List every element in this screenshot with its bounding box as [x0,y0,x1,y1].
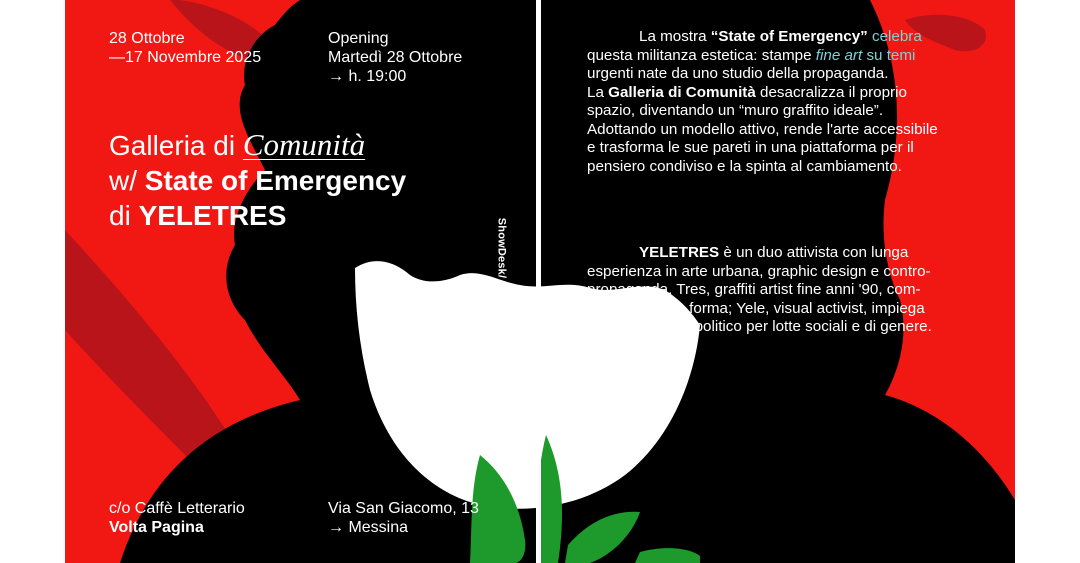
title-italic-comunita: Comunità [242,127,366,162]
title-line-1: Galleria di Comunità [109,127,366,162]
showdesk-credit: ShowDesk/ [495,217,508,279]
white-center-divider [536,0,541,563]
opening-info [328,29,462,86]
venue [109,499,245,537]
opening-time: → h. 19:00 [328,68,407,85]
dates-start: 28 Ottobre [109,30,185,47]
opening-date: Martedì 28 Ottobre [328,49,463,66]
venue-line-1: c/o Caffè Letterario [109,500,245,517]
title-state-of-emergency: State of Emergency [144,165,407,196]
title-line-3: di YELETRES [109,200,287,231]
exhibition-title [109,127,406,233]
description-paragraph-2: YELETRES è un duo attivista con lunga esperienza in arte urbana, graphic design e contro- propaganda. Tres, graffiti artist fine anni '90, com- bina estetica e forma; Yele, visual activist, impiega l'arte come atto politico per lotte sociali e di genere. [587,244,932,335]
exhibition-dates [109,29,261,67]
title-yeletres: YELETRES [138,200,287,231]
dates-end: —17 Novembre 2025 [109,49,262,66]
address-line-2: → Messina [328,519,409,536]
address [328,499,479,537]
address-line-1: Via San Giacomo, 13 [328,500,479,517]
opening-label: Opening [328,30,389,47]
title-line-2: w/ State of Emergency [109,165,407,196]
description-paragraph-1: La mostra “State of Emergency” celebra questa militanza estetica: stampe fine art su temi urgenti nate da uno studio della propaganda. La Galleria di Comunità desacralizza il proprio spazio, diventando un “muro graffito ideale”. Adottando un modello attivo, rende l'arte accessibile e trasforma le sue pareti in una piattaforma per il pensiero condiviso e la spinta al cambiamento. [587,28,938,175]
venue-line-2: Volta Pagina [109,519,204,536]
